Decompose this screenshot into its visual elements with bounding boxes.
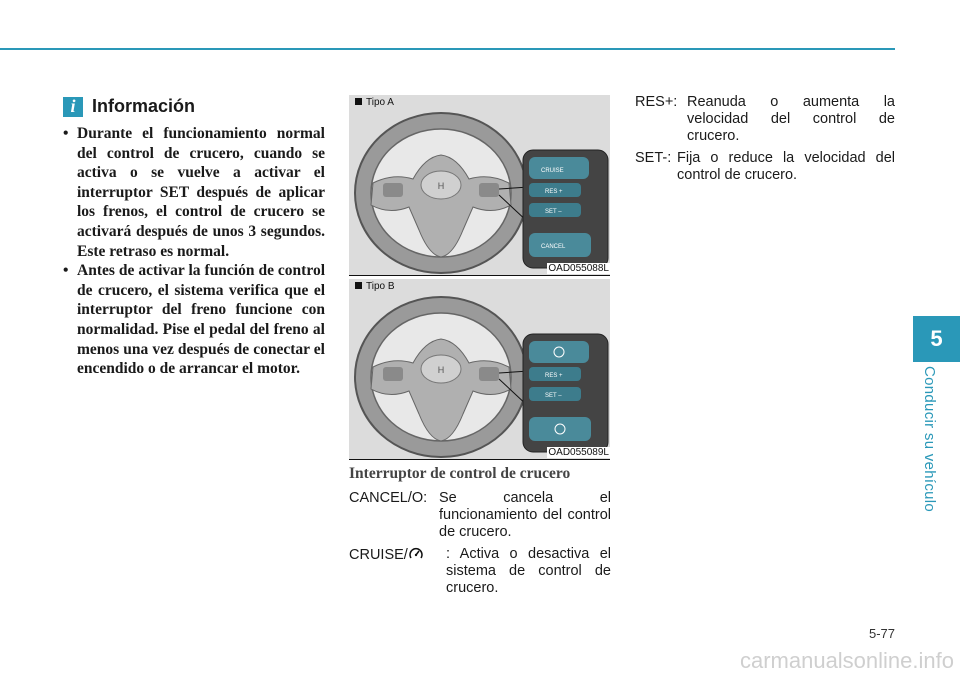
page-number: 5-77 <box>868 626 895 641</box>
svg-text:H: H <box>437 181 445 191</box>
definition-term: RES+: <box>635 94 678 110</box>
definition-desc: Reanuda o aumenta la velocidad del control de crucero. <box>687 94 895 144</box>
figure-divider <box>349 275 610 276</box>
watermark: carmanualsonline.info <box>739 648 954 673</box>
figure-label: Tipo A <box>355 97 394 108</box>
figure-label: Tipo B <box>355 281 395 292</box>
figure-code: OAD055089L <box>548 447 609 458</box>
info-title: Información <box>92 96 196 116</box>
info-bullet: • Antes de activar la función de control de crucero, el sistema verifica que el interruptor del freno funcione con normalidad. Pise el pedal del freno al menos una vez después de conectar el encendido o de arrancar el motor. <box>63 261 325 379</box>
chapter-number: 5 <box>930 326 943 351</box>
chapter-tab <box>913 316 960 362</box>
info-bullet-list <box>63 124 325 379</box>
definition-desc: : Activa o desactiva el sistema de control de crucero. <box>446 546 611 596</box>
header-rule <box>0 48 895 50</box>
definition-res <box>635 94 895 145</box>
button-label-cruise: CRUISE <box>541 168 564 174</box>
definitions-left <box>349 490 611 602</box>
info-icon: i <box>63 97 83 117</box>
info-bullet: • Durante el funcionamiento normal del control de crucero, cuando se activa o se vuelve a activar el interruptor SET después de aplicar los frenos, el control de crucero se activará después de unos 3 segundos. Este retraso es normal. <box>63 124 325 261</box>
svg-text:H: H <box>437 365 445 375</box>
info-heading <box>63 96 195 117</box>
definition-desc: Se cancela el funcionamiento del control de crucero. <box>439 490 611 540</box>
figure-tipo-b <box>349 279 610 459</box>
definition-term: CRUISE/ <box>349 547 408 563</box>
button-label-set: SET – <box>545 393 562 399</box>
figure-divider <box>349 459 610 460</box>
chapter-side-title: Conducir su vehículo <box>921 366 938 513</box>
figure-tipo-a <box>349 95 610 275</box>
figure-code: OAD055088L <box>548 263 609 274</box>
button-label-res: RES + <box>545 373 563 379</box>
definition-cancel <box>349 490 611 541</box>
definition-term: SET-: <box>635 150 672 166</box>
button-label-cancel: CANCEL <box>541 244 566 250</box>
definition-term-wrap <box>349 546 446 597</box>
button-label-res: RES + <box>545 189 563 195</box>
definition-cruise <box>349 546 611 597</box>
definition-term: CANCEL/O: <box>349 490 428 506</box>
cruise-control-icon <box>408 546 424 562</box>
definition-set <box>635 150 895 184</box>
button-label-set: SET – <box>545 209 562 215</box>
definitions-right <box>635 94 895 189</box>
section-title: Interruptor de control de crucero <box>349 465 571 482</box>
definition-desc: Fija o reduce la velocidad del control de crucero. <box>677 150 895 183</box>
